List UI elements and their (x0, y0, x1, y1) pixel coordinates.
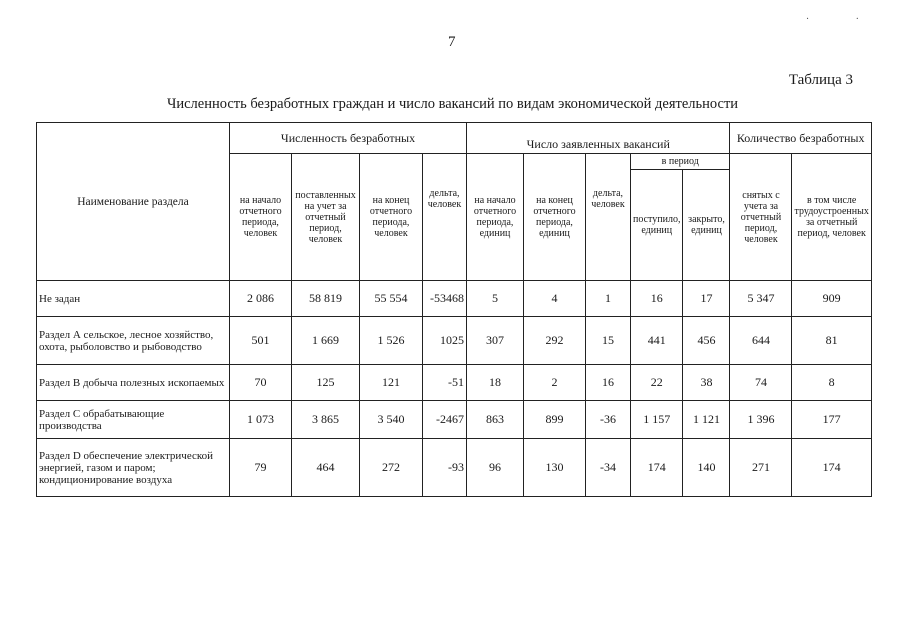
cell-start-unemployed: 1 073 (230, 401, 292, 439)
row-name: Раздел А сельское, лесное хозяйство, охота, рыболовство и рыбоводство (37, 317, 230, 365)
data-table (36, 122, 872, 497)
header-start-unemployed: на начало отчетного периода, человек (230, 154, 292, 281)
cell-delta-unemployed: -2467 (423, 401, 467, 439)
cell-removed: 271 (730, 439, 792, 497)
cell-registered: 1 669 (292, 317, 360, 365)
cell-end-unemployed: 3 540 (360, 401, 423, 439)
cell-employed: 174 (792, 439, 871, 497)
cell-received: 174 (631, 439, 683, 497)
header-group-count: Количество безработных (730, 123, 871, 154)
page-number: 7 (448, 34, 456, 50)
cell-start-unemployed: 501 (230, 317, 292, 365)
header-group-vacancies: Число заявленных вакансий (467, 123, 730, 154)
cell-start-vacancies: 863 (467, 401, 524, 439)
cell-end-vacancies: 130 (524, 439, 586, 497)
table-row (37, 317, 872, 365)
cell-start-vacancies: 96 (467, 439, 524, 497)
cell-delta-vacancies: 1 (586, 281, 631, 317)
header-in-period: в период (631, 154, 730, 170)
cell-end-unemployed: 272 (360, 439, 423, 497)
cell-end-vacancies: 899 (524, 401, 586, 439)
cell-registered: 464 (292, 439, 360, 497)
cell-end-unemployed: 55 554 (360, 281, 423, 317)
cell-closed: 140 (683, 439, 730, 497)
cell-end-vacancies: 4 (524, 281, 586, 317)
cell-delta-vacancies: -34 (586, 439, 631, 497)
cell-registered: 58 819 (292, 281, 360, 317)
cell-employed: 177 (792, 401, 871, 439)
table-row (37, 401, 872, 439)
cell-received: 16 (631, 281, 683, 317)
cell-delta-vacancies: 15 (586, 317, 631, 365)
row-name: Не задан (37, 281, 230, 317)
header-end-vacancies: на конец отчетного периода, единиц (524, 154, 586, 281)
row-name: Раздел D обеспечение электрической энергией, газом и паром; кондиционирование воздуха (37, 439, 230, 497)
header-start-vacancies: на начало отчетного периода, единиц (467, 154, 524, 281)
cell-delta-unemployed: 1025 (423, 317, 467, 365)
cell-start-unemployed: 70 (230, 365, 292, 401)
header-employed: в том числе трудоустроенных за отчетный период, человек (792, 154, 871, 281)
cell-closed: 38 (683, 365, 730, 401)
scan-specks: · · (805, 14, 881, 25)
cell-employed: 8 (792, 365, 871, 401)
cell-received: 22 (631, 365, 683, 401)
cell-removed: 74 (730, 365, 792, 401)
cell-end-unemployed: 1 526 (360, 317, 423, 365)
header-delta-vacancies: дельта, человек (586, 154, 631, 281)
cell-delta-unemployed: -93 (423, 439, 467, 497)
table-title: Численность безработных граждан и число вакансий по видам экономической деятельности (166, 96, 739, 112)
cell-delta-unemployed: -51 (423, 365, 467, 401)
cell-registered: 3 865 (292, 401, 360, 439)
cell-delta-vacancies: 16 (586, 365, 631, 401)
table-row (37, 439, 872, 497)
cell-closed: 456 (683, 317, 730, 365)
cell-start-vacancies: 307 (467, 317, 524, 365)
cell-removed: 5 347 (730, 281, 792, 317)
cell-start-vacancies: 18 (467, 365, 524, 401)
row-name: Раздел С обрабатывающие производства (37, 401, 230, 439)
cell-end-unemployed: 121 (360, 365, 423, 401)
header-received: поступило, единиц (631, 170, 683, 281)
cell-registered: 125 (292, 365, 360, 401)
cell-start-vacancies: 5 (467, 281, 524, 317)
header-group-unemployed: Численность безработных (230, 123, 467, 154)
header-removed: снятых с учета за отчетный период, человек (730, 154, 792, 281)
cell-delta-vacancies: -36 (586, 401, 631, 439)
header-delta-unemployed: дельта, человек (423, 154, 467, 281)
table-label: Таблица 3 (788, 72, 853, 88)
header-name: Наименование раздела (37, 123, 230, 281)
cell-delta-unemployed: -53468 (423, 281, 467, 317)
cell-start-unemployed: 79 (230, 439, 292, 497)
cell-employed: 909 (792, 281, 871, 317)
table-row (37, 281, 872, 317)
cell-removed: 1 396 (730, 401, 792, 439)
cell-removed: 644 (730, 317, 792, 365)
header-end-unemployed: на конец отчетного периода, человек (360, 154, 423, 281)
cell-received: 441 (631, 317, 683, 365)
table-row (37, 365, 872, 401)
header-closed: закрыто, единиц (683, 170, 730, 281)
cell-start-unemployed: 2 086 (230, 281, 292, 317)
cell-employed: 81 (792, 317, 871, 365)
cell-end-vacancies: 2 (524, 365, 586, 401)
cell-closed: 17 (683, 281, 730, 317)
row-name: Раздел В добыча полезных ископаемых (37, 365, 230, 401)
cell-closed: 1 121 (683, 401, 730, 439)
cell-received: 1 157 (631, 401, 683, 439)
cell-end-vacancies: 292 (524, 317, 586, 365)
header-registered: поставленных на учет за отчетный период, человек (292, 154, 360, 281)
